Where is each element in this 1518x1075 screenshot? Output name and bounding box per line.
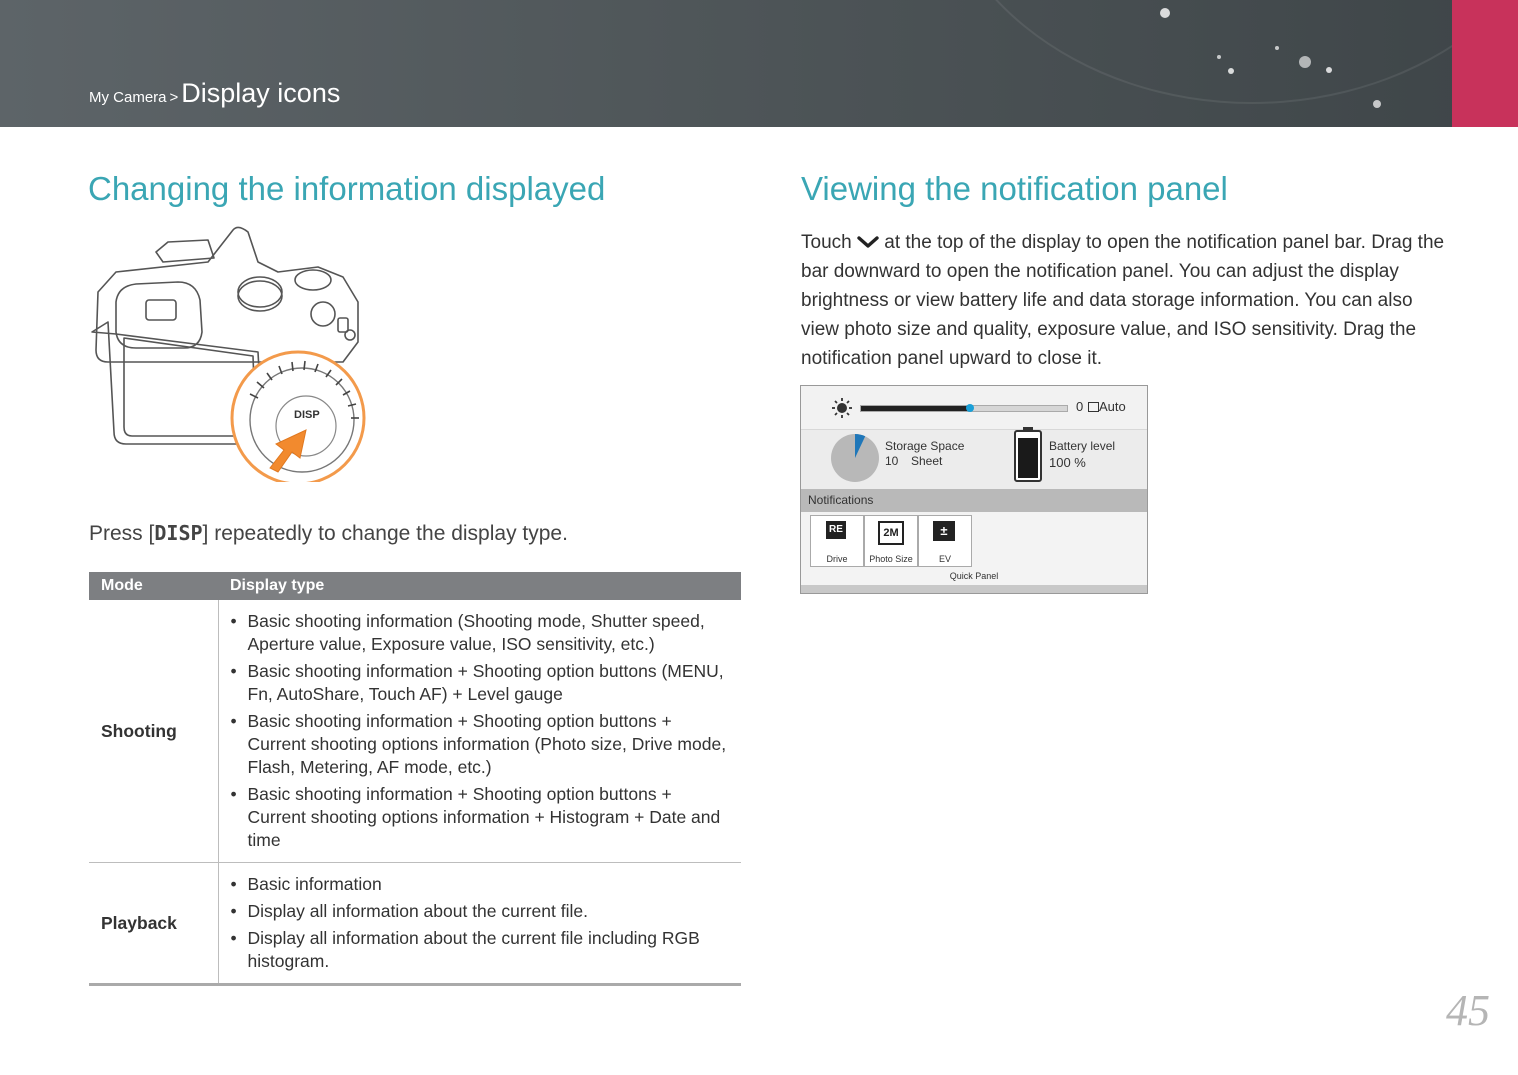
battery-cap <box>1023 427 1033 430</box>
list-item: • Basic information <box>231 873 734 896</box>
notification-instructions <box>801 228 1451 373</box>
star-decoration <box>1275 46 1279 50</box>
breadcrumb-separator: > <box>169 89 179 106</box>
header-arc-decoration <box>930 0 1518 104</box>
page-header <box>0 0 1518 127</box>
notifications-label: Notifications <box>808 493 874 507</box>
breadcrumb-current: Display icons <box>181 78 341 108</box>
display-type-shooting <box>218 600 741 863</box>
brightness-slider-handle[interactable] <box>966 404 974 412</box>
drive-icon: RE <box>826 521 846 539</box>
playback-display-list <box>219 863 742 983</box>
display-modes-table <box>89 572 741 986</box>
press-suffix: ] repeatedly to change the display type. <box>202 522 568 545</box>
storage-battery-row <box>801 430 1147 489</box>
storage-unit: Sheet <box>911 454 943 468</box>
brightness-sun-icon <box>831 397 853 419</box>
camera-illustration <box>88 222 388 482</box>
storage-count: 10 <box>885 454 899 468</box>
mode-playback: Playback <box>89 863 218 985</box>
tile-label-drive: Drive <box>826 554 848 564</box>
battery-icon <box>1014 430 1042 482</box>
display-type-playback <box>218 863 741 985</box>
photo-size-icon: 2M <box>878 521 904 545</box>
breadcrumb-parent[interactable]: My Camera <box>89 89 167 106</box>
brightness-slider-fill <box>861 406 970 411</box>
star-decoration <box>1160 8 1170 18</box>
column-header-display-type: Display type <box>218 572 741 600</box>
battery-label: Battery level <box>1049 439 1116 453</box>
section-title-changing-info: Changing the information displayed <box>88 170 606 207</box>
quick-tile-photo-size[interactable] <box>864 515 918 567</box>
brightness-value: 0 <box>1076 399 1084 414</box>
para-touch-word: Touch <box>801 232 852 253</box>
tile-label-photo-size: Photo Size <box>869 554 913 564</box>
list-item: • Display all information about the current file including RGB histogram. <box>231 927 734 973</box>
ev-icon: ± <box>933 521 955 541</box>
page-number: 45 <box>1446 986 1490 1035</box>
chevron-down-icon <box>857 235 879 249</box>
battery-value: 100 % <box>1049 455 1086 470</box>
table-row-shooting <box>89 600 741 863</box>
quick-tile-drive[interactable] <box>810 515 864 567</box>
table-header-row <box>89 572 741 600</box>
star-decoration <box>1228 68 1234 74</box>
list-item: • Basic shooting information + Shooting option buttons + Current shooting options information (Photo size, Drive mode, Flash, Metering, AF mode, etc.) <box>231 710 734 779</box>
header-accent-tab <box>1452 0 1518 127</box>
brightness-slider[interactable] <box>860 405 1068 412</box>
para-body-text: at the top of the display to open the notification panel bar. Drag the bar downward to open the notification panel. You can adjust the display brightness or view battery life and data storage information. You can also view photo size and quality, exposure value, and ISO sensitivity. Drag the notification panel upward to close it. <box>801 232 1445 369</box>
auto-checkbox[interactable] <box>1088 402 1099 412</box>
section-title-notification-panel: Viewing the notification panel <box>801 170 1228 207</box>
list-item: • Basic shooting information + Shooting option buttons (MENU, Fn, AutoShare, Touch AF) + Level gauge <box>231 660 734 706</box>
list-item: • Basic shooting information + Shooting option buttons + Current shooting options information + Histogram + Date and time <box>231 783 734 852</box>
storage-pie-chart <box>829 432 881 484</box>
notifications-bar[interactable] <box>801 489 1147 512</box>
list-item: • Basic shooting information (Shooting mode, Shutter speed, Aperture value, Exposure value, ISO sensitivity, etc.) <box>231 610 734 656</box>
quick-tile-ev[interactable] <box>918 515 972 567</box>
shooting-display-list <box>219 600 742 862</box>
notification-panel-illustration <box>800 385 1148 594</box>
column-header-mode: Mode <box>89 572 218 600</box>
dial-disp-label: DISP <box>294 409 320 421</box>
camera-disp-button-illustration <box>88 222 388 482</box>
tile-label-ev: EV <box>938 554 951 564</box>
storage-label: Storage Space <box>885 439 965 453</box>
list-item: • Display all information about the current file. <box>231 900 734 923</box>
brightness-row <box>801 386 1147 430</box>
battery-fill <box>1018 438 1038 478</box>
table-row-playback <box>89 863 741 985</box>
star-decoration <box>1326 67 1332 73</box>
panel-footer-bar[interactable] <box>801 585 1147 593</box>
press-instruction <box>89 521 568 546</box>
star-decoration <box>1299 56 1311 68</box>
auto-label: Auto <box>1099 399 1126 414</box>
mode-shooting: Shooting <box>89 600 218 863</box>
press-prefix: Press [ <box>89 522 155 545</box>
quick-panel-label: Quick Panel <box>949 571 999 581</box>
disp-key-label: DISP <box>154 521 203 545</box>
star-decoration <box>1373 100 1381 108</box>
star-decoration <box>1217 55 1221 59</box>
breadcrumb <box>89 78 340 109</box>
